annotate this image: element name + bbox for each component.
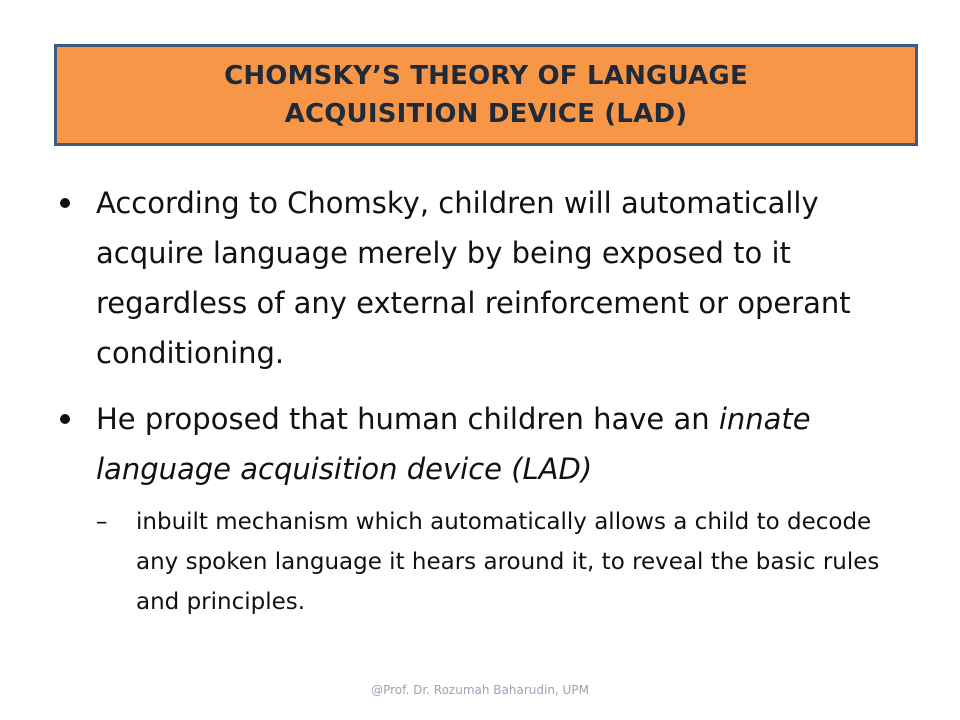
slide-body [60,178,900,622]
bullet-dot-icon [60,414,70,424]
bullet-item [60,394,900,494]
bullet-dot-icon [60,198,70,208]
bullet-text: According to Chomsky, children will automatically acquire language merely by being exposed to it regardless of any external reinforcement or operant conditioning. [96,186,851,370]
sub-bullet-text: inbuilt mechanism which automatically allows a child to decode any spoken language it hears around it, to reveal the basic rules and principles. [136,509,880,615]
sub-bullet-item [96,502,900,622]
slide-footer: @Prof. Dr. Rozumah Baharudin, UPM [371,683,589,697]
bullet-text: He proposed that human children have an [96,402,719,436]
slide-title: CHOMSKY’S THEORY OF LANGUAGE ACQUISITION DEVICE (LAD) [224,61,748,129]
slide-title-box [54,44,918,146]
bullet-text-italic: innate language acquisition device (LAD) [96,402,811,486]
bullet-item [60,178,900,378]
dash-icon: – [96,509,108,535]
